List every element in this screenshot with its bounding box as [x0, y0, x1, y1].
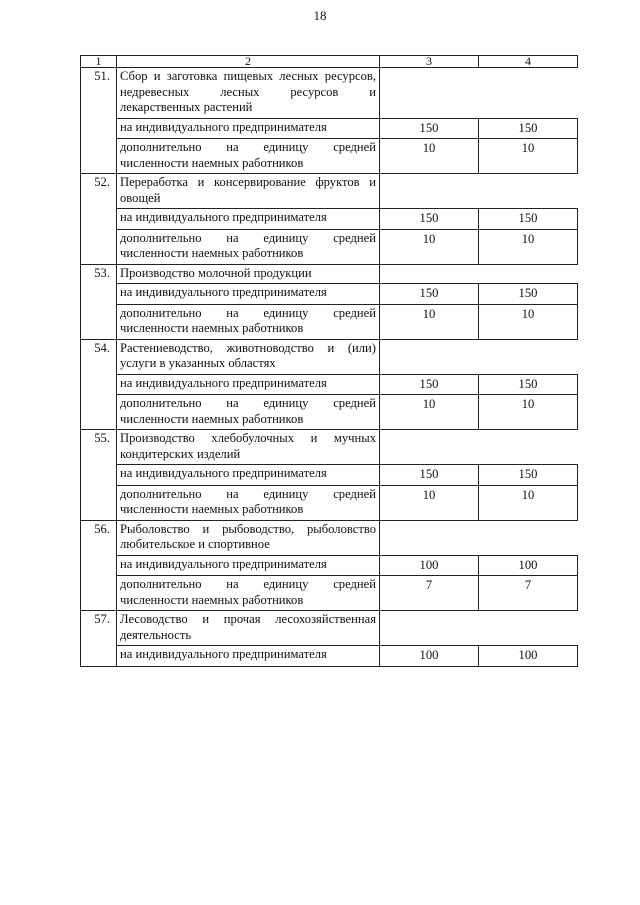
- section-title: Производство молочной продукции: [117, 264, 380, 284]
- row-label: дополнительно на единицу средней численности наемных работников: [117, 395, 380, 430]
- table-row: [81, 576, 578, 611]
- section-title-row: [81, 430, 578, 465]
- value-col-3: 10: [380, 229, 479, 264]
- table-row: [81, 304, 578, 339]
- section-title: Переработка и консервирование фруктов и овощей: [117, 174, 380, 209]
- value-col-4: 150: [479, 209, 578, 230]
- value-col-3: 100: [380, 646, 479, 667]
- table-row: [81, 465, 578, 486]
- row-label: дополнительно на единицу средней численности наемных работников: [117, 139, 380, 174]
- section-title: Лесоводство и прочая лесохозяйственная деятельность: [117, 611, 380, 646]
- section-title: Рыболовство и рыбоводство, рыболовство любительское и спортивное: [117, 520, 380, 555]
- table-row: [81, 139, 578, 174]
- section-title-row: [81, 611, 578, 646]
- row-label: дополнительно на единицу средней численности наемных работников: [117, 229, 380, 264]
- value-col-4: 10: [479, 485, 578, 520]
- value-col-3: 10: [380, 304, 479, 339]
- section-blank-cell: [380, 174, 578, 209]
- row-label: на индивидуального предпринимателя: [117, 209, 380, 230]
- section-title: Сбор и заготовка пищевых лесных ресурсов, недревесных лесных ресурсов и лекарственных растений: [117, 68, 380, 119]
- row-label: дополнительно на единицу средней численности наемных работников: [117, 485, 380, 520]
- value-col-3: 10: [380, 395, 479, 430]
- section-number: 53.: [81, 264, 117, 339]
- table-row: [81, 555, 578, 576]
- value-col-3: 150: [380, 118, 479, 139]
- header-col-4: 4: [479, 56, 578, 68]
- table-row: [81, 395, 578, 430]
- value-col-4: 10: [479, 304, 578, 339]
- section-title: Растениеводство, животноводство и (или) услуги в указанных областях: [117, 339, 380, 374]
- row-label: на индивидуального предпринимателя: [117, 646, 380, 667]
- row-label: на индивидуального предпринимателя: [117, 284, 380, 305]
- section-blank-cell: [380, 520, 578, 555]
- table-header-row: [81, 56, 578, 68]
- section-number: 51.: [81, 68, 117, 174]
- section-title-row: [81, 174, 578, 209]
- section-number: 57.: [81, 611, 117, 667]
- value-col-4: 150: [479, 465, 578, 486]
- value-col-4: 150: [479, 284, 578, 305]
- row-label: дополнительно на единицу средней численности наемных работников: [117, 576, 380, 611]
- table-row: [81, 374, 578, 395]
- row-label: на индивидуального предпринимателя: [117, 555, 380, 576]
- value-col-3: 150: [380, 209, 479, 230]
- row-label: на индивидуального предпринимателя: [117, 118, 380, 139]
- value-col-3: 100: [380, 555, 479, 576]
- value-col-3: 150: [380, 465, 479, 486]
- row-label: на индивидуального предпринимателя: [117, 465, 380, 486]
- value-col-4: 10: [479, 395, 578, 430]
- section-number: 52.: [81, 174, 117, 265]
- header-col-1: 1: [81, 56, 117, 68]
- table-row: [81, 485, 578, 520]
- section-title: Производство хлебобулочных и мучных кондитерских изделий: [117, 430, 380, 465]
- value-col-4: 150: [479, 118, 578, 139]
- section-blank-cell: [380, 264, 578, 284]
- table-row: [81, 646, 578, 667]
- table-row: [81, 118, 578, 139]
- section-title-row: [81, 264, 578, 284]
- page-number: 18: [313, 8, 327, 23]
- value-col-3: 150: [380, 374, 479, 395]
- value-col-3: 7: [380, 576, 479, 611]
- row-label: на индивидуального предпринимателя: [117, 374, 380, 395]
- table-row: [81, 229, 578, 264]
- value-col-4: 10: [479, 229, 578, 264]
- table-row: [81, 209, 578, 230]
- tariff-table: [80, 55, 578, 667]
- section-title-row: [81, 339, 578, 374]
- section-blank-cell: [380, 611, 578, 646]
- header-col-2: 2: [117, 56, 380, 68]
- value-col-4: 100: [479, 555, 578, 576]
- header-col-3: 3: [380, 56, 479, 68]
- value-col-3: 10: [380, 485, 479, 520]
- value-col-3: 10: [380, 139, 479, 174]
- value-col-4: 100: [479, 646, 578, 667]
- section-number: 55.: [81, 430, 117, 521]
- section-title-row: [81, 68, 578, 119]
- row-label: дополнительно на единицу средней численности наемных работников: [117, 304, 380, 339]
- section-blank-cell: [380, 68, 578, 119]
- section-blank-cell: [380, 430, 578, 465]
- value-col-4: 150: [479, 374, 578, 395]
- section-blank-cell: [380, 339, 578, 374]
- section-number: 54.: [81, 339, 117, 430]
- value-col-4: 7: [479, 576, 578, 611]
- section-title-row: [81, 520, 578, 555]
- value-col-3: 150: [380, 284, 479, 305]
- value-col-4: 10: [479, 139, 578, 174]
- section-number: 56.: [81, 520, 117, 611]
- table-row: [81, 284, 578, 305]
